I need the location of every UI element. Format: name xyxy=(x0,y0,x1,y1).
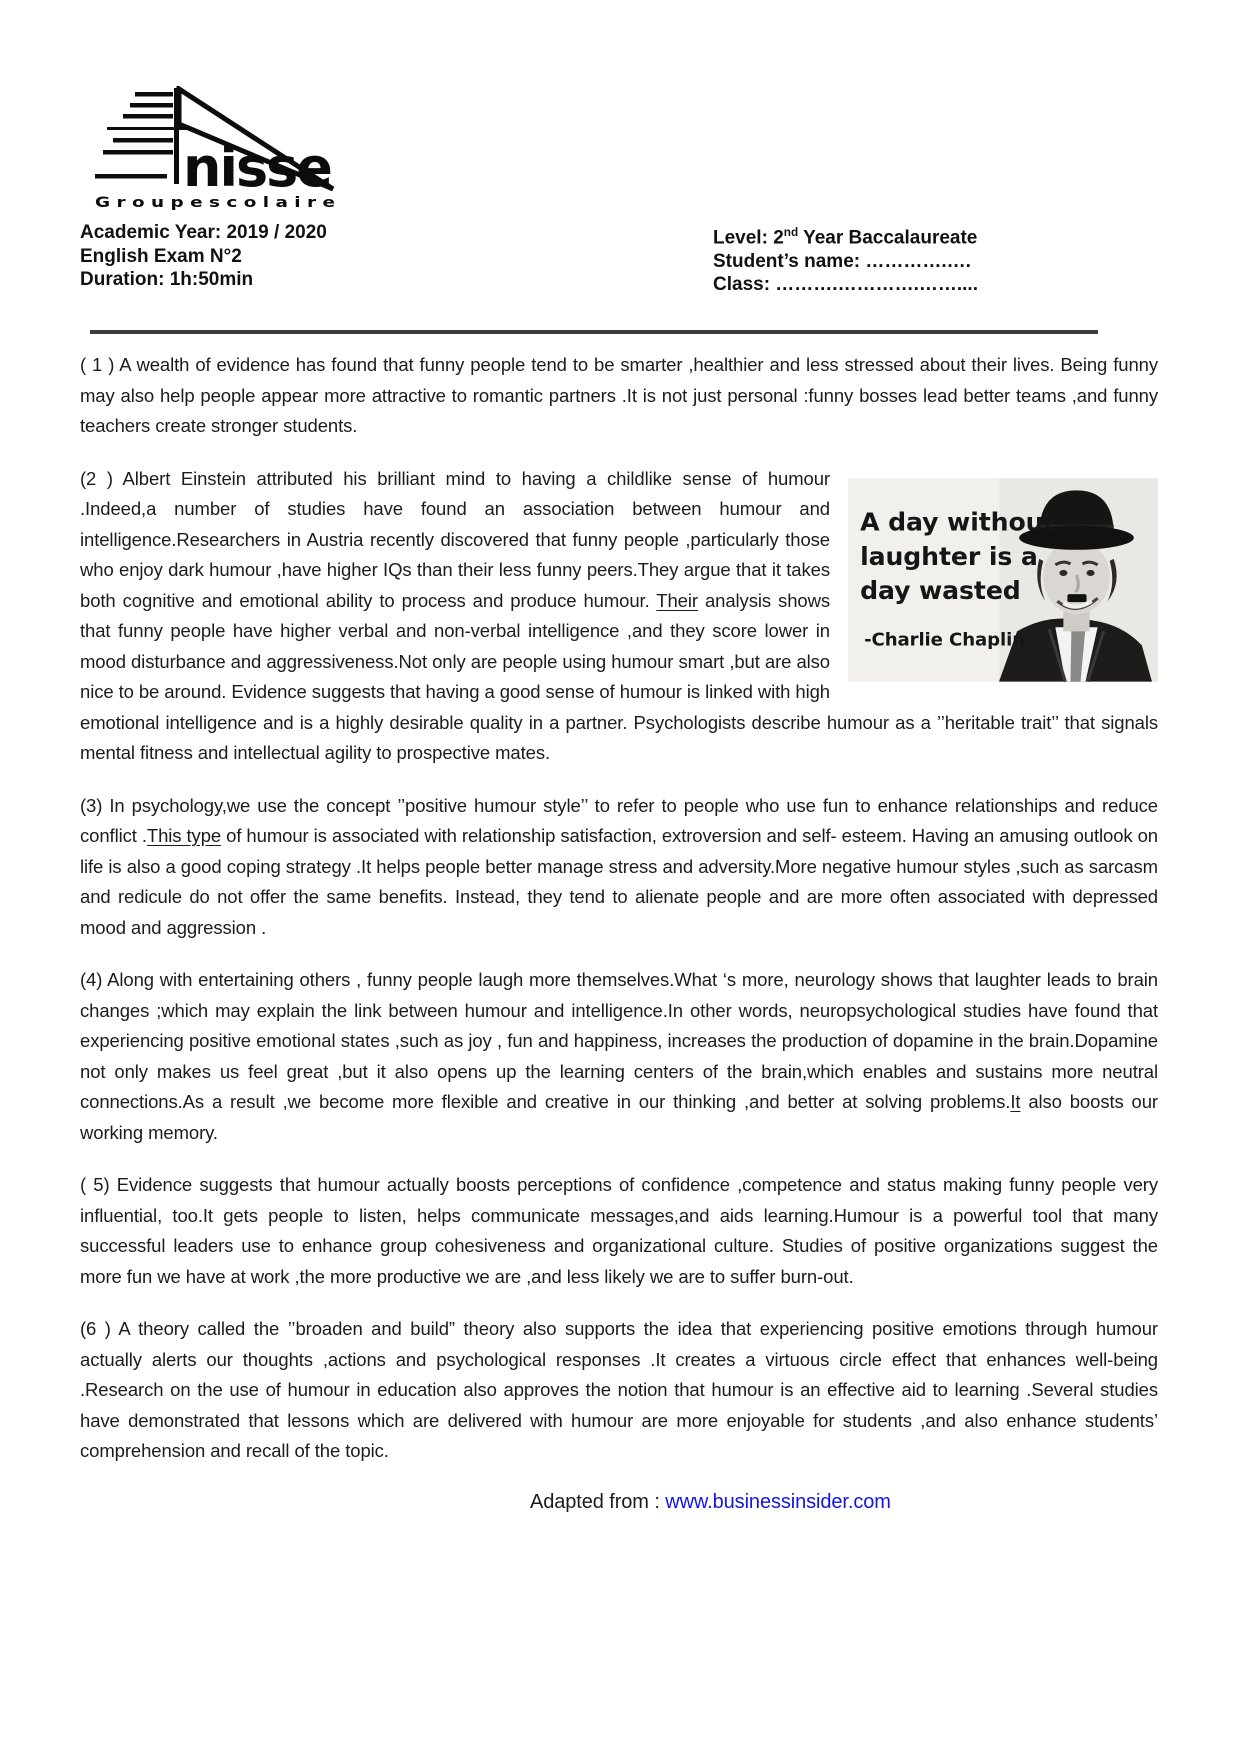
level-ordinal-sup: nd xyxy=(783,226,799,239)
paragraph-3-text-a: (3) In psychology,we use the concept ’’positive humour style’’ to refer to people who use fun to enhance relationships and reduce conflict . xyxy=(80,794,1158,846)
level-line xyxy=(713,221,978,250)
paragraph-2 xyxy=(80,464,1158,769)
paragraph-2-underlined-their: Their xyxy=(656,589,698,611)
quote-attribution: -Charlie Chaplin xyxy=(864,628,1026,650)
quote-line-1: A day without xyxy=(860,507,1056,537)
academic-year-line: Academic Year: 2019 / 2020 xyxy=(80,222,327,243)
paragraph-3-text-b: of humour is associated with relationship satisfaction, extroversion and self- esteem. Having an amusing outlook on life is also a good coping strategy .It helps people better manage stress and adversity.More negative humour styles ,such as sarcasm and redicule do not offer the same benefits. Instead, they tend to alienate people and are more often associated with depressed mood and aggression . xyxy=(80,825,1158,938)
paragraph-3 xyxy=(80,791,1158,944)
paragraph-2-text-a: (2 ) Albert Einstein attributed his brilliant mind to having a childlike sense of humour .Indeed,a number of studies have found an association between humour and intelligence.Researchers in Austria recently discovered that funny people ,particularly those who enjoy dark humour ,have higher IQs than their less funny peers.They argue that it takes both cognitive and emotional ability to process and produce humour. xyxy=(80,467,830,611)
paragraph-2-text-b: analysis shows that funny people have higher verbal and non-verbal intelligence ,and they score lower in mood disturbance and aggressiveness.Not only are people using humour smart ,but are also nice to be around. Evidence suggests that having a good sense of humour is linked with high emotional intelligence and is a highly desirable quality in a partner. Psychologists describe humour as a ’’heritable trait’’ that signals mental fitness and intellectual agility to prospective mates. xyxy=(80,589,1158,763)
paragraph-5 xyxy=(80,1170,1158,1292)
exam-title-line: English Exam N°2 xyxy=(80,245,242,267)
paragraph-4-text-b: also boosts our working memory. xyxy=(80,1091,1158,1143)
level-rest: Year Baccalaureate xyxy=(798,227,978,249)
paragraph-3-underlined-this-type: This type xyxy=(146,825,222,846)
paragraph-4 xyxy=(80,965,1158,1148)
quote-line-3: day wasted xyxy=(860,575,1021,605)
duration-line: Duration: 1h:50min xyxy=(80,269,254,290)
paragraph-6 xyxy=(80,1314,1158,1467)
paragraph-1 xyxy=(80,350,1158,442)
paragraph-1-text: ( 1 ) A wealth of evidence has found that funny people tend to be smarter ,healthier and less stressed about their lives. Being funny may also help people appear more attractive to romantic partners .It is not just personal :funny bosses lead better teams ,and funny teachers create stronger students. xyxy=(80,354,1158,436)
logo-brand-text: nisse xyxy=(183,136,331,199)
quote-line-2: laughter is a xyxy=(860,541,1038,571)
header-divider xyxy=(90,330,1098,334)
paragraph-6-text: (6 ) A theory called the ’’broaden and build” theory also supports the idea that experiencing positive emotions through humour actually alerts our thoughts ,actions and psychological responses .It creates a virtuous circle effect that enhances well-being .Research on the use of humour in education also approves the notion that humour is an effective aid to learning .Several studies have demonstrated that lessons which are delivered with humour are more enjoyable for students ,and also enhance students’ comprehension and recall of the topic. xyxy=(80,1318,1158,1461)
class-line: Class: ……….………….…….... xyxy=(713,274,978,296)
school-logo xyxy=(95,86,355,212)
chaplin-quote-image xyxy=(848,478,1158,682)
level-prefix: Level: 2 xyxy=(713,227,784,249)
reading-passage xyxy=(80,350,1158,1517)
paragraph-4-underlined-it: It xyxy=(1010,1091,1021,1112)
paragraph-5-text: ( 5) Evidence suggests that humour actually boosts perceptions of confidence ,competence and status making funny people very influential, too.It gets people to listen, helps communicate messages,and aids learning.Humour is a powerful tool that many successful leaders use to enhance group cohesiveness and organizational culture. Studies of positive organizations suggest the more fun we have at work ,the more productive we are ,and less likely we are to suffer burn-out. xyxy=(80,1174,1158,1287)
source-link[interactable]: www.businessinsider.com xyxy=(665,1490,891,1513)
header-left-block xyxy=(80,221,327,292)
paragraph-4-text-a: (4) Along with entertaining others , funny people laugh more themselves.What ‘s more, neurology shows that laughter leads to brain changes ;which may explain the link between humour and intelligence.In other words, neuropsychological studies have found that experiencing positive emotional states ,such as joy , fun and happiness, increases the production of dopamine in the brain.Dopamine not only makes us feel great ,but it also opens up the learning centers of the brain,which enables and sustains more neutral connections.As a result ,we become more flexible and creative in our thinking ,and better at solving problems. xyxy=(80,969,1158,1112)
logo-subtitle-text: G r o u p e s c o l a i r e xyxy=(95,195,335,211)
adapted-from-label: Adapted from : xyxy=(530,1490,666,1513)
chaplin-illustration xyxy=(848,478,1158,682)
student-name-line: Student’s name: ………….…. xyxy=(713,250,971,272)
header-right-block xyxy=(713,221,978,297)
school-logo-graphic xyxy=(95,86,355,212)
source-attribution xyxy=(80,1487,1158,1518)
